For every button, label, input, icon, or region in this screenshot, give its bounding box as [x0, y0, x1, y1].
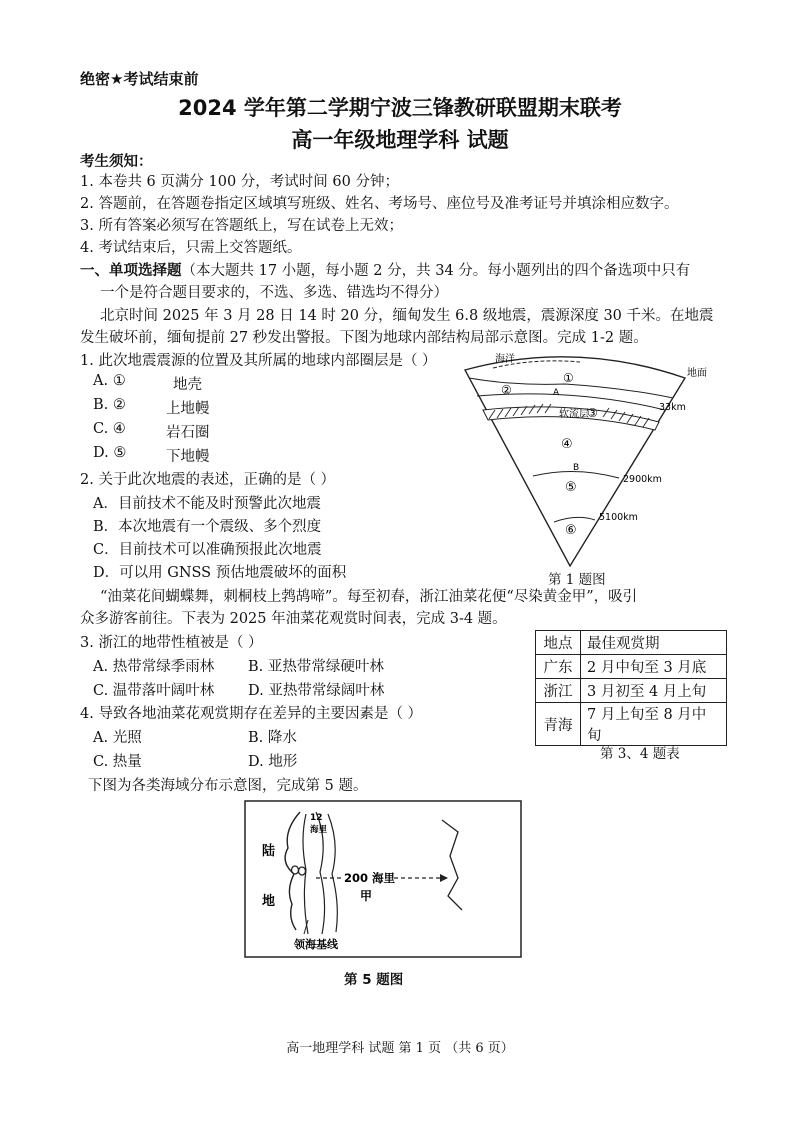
- label-boundary-b: B: [573, 463, 580, 473]
- notice-item-2: 2. 答题前，在答题卷指定区域填写班级、姓名、考场号、座位号及准考证号并填涂相应数字。: [80, 196, 679, 212]
- notice-heading: 考生须知：: [80, 154, 153, 170]
- q2-option-d: D．可以用 GNSS 预估地震破坏的面积: [93, 565, 347, 581]
- q4-option-c: C. 热量: [93, 754, 142, 770]
- q2-stem: 2. 关于此次地震的表述，正确的是（ ）: [80, 472, 336, 488]
- earth-interior-diagram: [455, 348, 735, 570]
- q4-option-a: A. 光照: [93, 730, 142, 746]
- eez-limit: [442, 820, 462, 910]
- q1-option-a-key: A. ①: [93, 373, 126, 389]
- q1-option-c: [93, 421, 210, 441]
- table-cell-period: 7 月上旬至 8 月中旬: [581, 703, 727, 746]
- passage2-line1: “油菜花间蝴蝶舞，刺桐枝上鹁鸪啼”。每至初春，浙江油菜花便“尽染黄金甲”，吸引: [100, 589, 638, 605]
- contiguous-zone-limit: [328, 814, 337, 932]
- q1-option-c-text: 岩石圈: [166, 425, 210, 441]
- page-footer: 高一地理学科 试题 第 1 页 （共 6 页）: [286, 1041, 514, 1056]
- label-land-1: 陆: [262, 844, 276, 859]
- label-baseline: 领海基线: [294, 938, 338, 951]
- figure1-caption: 第 1 题图: [548, 572, 606, 588]
- label-twelve: 12: [310, 813, 323, 823]
- q2-option-a: A．目前技术不能及时预警此次地震: [93, 496, 321, 512]
- passage3-line1: 下图为各类海域分布示意图，完成第 5 题。: [88, 778, 368, 794]
- table-header-place: 地点: [536, 631, 581, 655]
- label-land-2: 地: [262, 894, 276, 909]
- boundary-5100: [554, 517, 595, 522]
- table-cell-period: 3 月初至 4 月上旬: [581, 679, 727, 703]
- label-layer-5: ⑤: [565, 480, 577, 495]
- q2-option-c: C．目前技术可以准确预报此次地震: [93, 542, 322, 558]
- confidential-mark: 绝密★考试结束前: [80, 70, 199, 88]
- table-row: [536, 679, 727, 703]
- label-5100km: 5100km: [599, 512, 638, 523]
- q1-stem: 1. 此次地震震源的位置及其所属的地球内部圈层是（ ）: [80, 353, 437, 369]
- q3-option-a: A. 热带常绿季雨林: [93, 659, 215, 675]
- q1-option-a-text: 地壳: [173, 377, 202, 393]
- label-layer-4: ④: [561, 437, 573, 452]
- table-header-period: 最佳观赏期: [581, 631, 727, 655]
- notice-item-4: 4. 考试结束后，只需上交答题纸。: [80, 240, 302, 256]
- q1-option-d-key: D. ⑤: [93, 445, 127, 461]
- table-caption: 第 3、4 题表: [600, 746, 680, 762]
- exam-title: 2024 学年第二学期宁波三锋教研联盟期末联考: [178, 96, 622, 120]
- label-jia: 甲: [360, 889, 373, 903]
- label-layer-6: ⑥: [565, 523, 577, 538]
- section-desc-line2: 一个是符合题目要求的，不选、多选、错选均不得分）: [100, 285, 448, 301]
- label-200nm: 200 海里: [344, 871, 396, 885]
- table-row: [536, 703, 727, 746]
- label-2900km: 2900km: [623, 474, 662, 485]
- label-ocean: 海洋: [495, 354, 515, 365]
- q3-option-c: C. 温带落叶阔叶林: [93, 683, 215, 699]
- table-header-row: [536, 631, 727, 655]
- table-row: [536, 655, 727, 679]
- label-asthenosphere: 软流层: [559, 409, 589, 420]
- label-layer-1: ①: [563, 371, 574, 385]
- arrow-head-icon: [440, 874, 448, 882]
- q1-option-b-key: B. ②: [93, 397, 126, 413]
- q1-option-d: [93, 445, 210, 465]
- section-header: [80, 259, 690, 280]
- label-surface: 地面: [687, 368, 707, 379]
- q1-option-a: [93, 373, 202, 393]
- table-cell-place: 青海: [536, 703, 581, 746]
- q3-option-b: B. 亚热带常绿硬叶林: [248, 659, 384, 675]
- q3-option-d: D. 亚热带常绿阔叶林: [248, 683, 385, 699]
- passage1-line2: 发生破坏前，缅甸提前 27 秒发出警报。下图为地球内部结构局部示意图。完成 1-2 题。: [80, 330, 648, 346]
- notice-item-1: 1. 本卷共 6 页满分 100 分，考试时间 60 分钟；: [80, 174, 399, 190]
- passage1-line1: 北京时间 2025 年 3 月 28 日 14 时 20 分，缅甸发生 6.8 级地震，震源深度 30 千米。在地震: [100, 308, 714, 324]
- passage2-line2: 众多游客前往。下表为 2025 年油菜花观赏时间表，完成 3-4 题。: [80, 611, 507, 627]
- label-nm-small: 海里: [310, 825, 328, 835]
- label-boundary-a: A: [553, 388, 560, 398]
- island-1: [292, 866, 299, 874]
- section-desc: （本大题共 17 小题，每小题 2 分，共 34 分。每小题列出的四个备选项中只有: [181, 263, 691, 279]
- canola-viewing-table: [535, 630, 727, 746]
- coastline: [285, 812, 300, 930]
- exam-subtitle: 高一年级地理学科 试题: [291, 128, 509, 152]
- q1-option-c-key: C. ④: [93, 421, 126, 437]
- q3-stem: 3. 浙江的地带性植被是（ ）: [80, 635, 263, 651]
- island-2: [299, 867, 306, 875]
- table-cell-place: 浙江: [536, 679, 581, 703]
- q2-option-b: B．本次地震有一个震级、多个烈度: [93, 519, 322, 535]
- label-layer-3: ③: [587, 406, 598, 420]
- table-cell-place: 广东: [536, 655, 581, 679]
- section-title: 一、单项选择题: [80, 263, 182, 279]
- q4-option-b: B. 降水: [248, 730, 297, 746]
- q1-option-b-text: 上地幔: [166, 401, 210, 417]
- table-cell-period: 2 月中旬至 3 月底: [581, 655, 727, 679]
- q4-stem: 4. 导致各地油菜花观赏期存在差异的主要因素是（ ）: [80, 706, 423, 722]
- label-33km: 33km: [659, 402, 686, 413]
- q1-option-b: [93, 397, 210, 417]
- notice-item-3: 3. 所有答案必须写在答题纸上，写在试卷上无效；: [80, 218, 403, 234]
- figure5-caption: 第 5 题图: [344, 972, 404, 988]
- label-layer-2: ②: [501, 383, 512, 397]
- q4-option-d: D. 地形: [248, 754, 298, 770]
- sea-area-diagram: [244, 800, 522, 958]
- q1-option-d-text: 下地幔: [166, 449, 210, 465]
